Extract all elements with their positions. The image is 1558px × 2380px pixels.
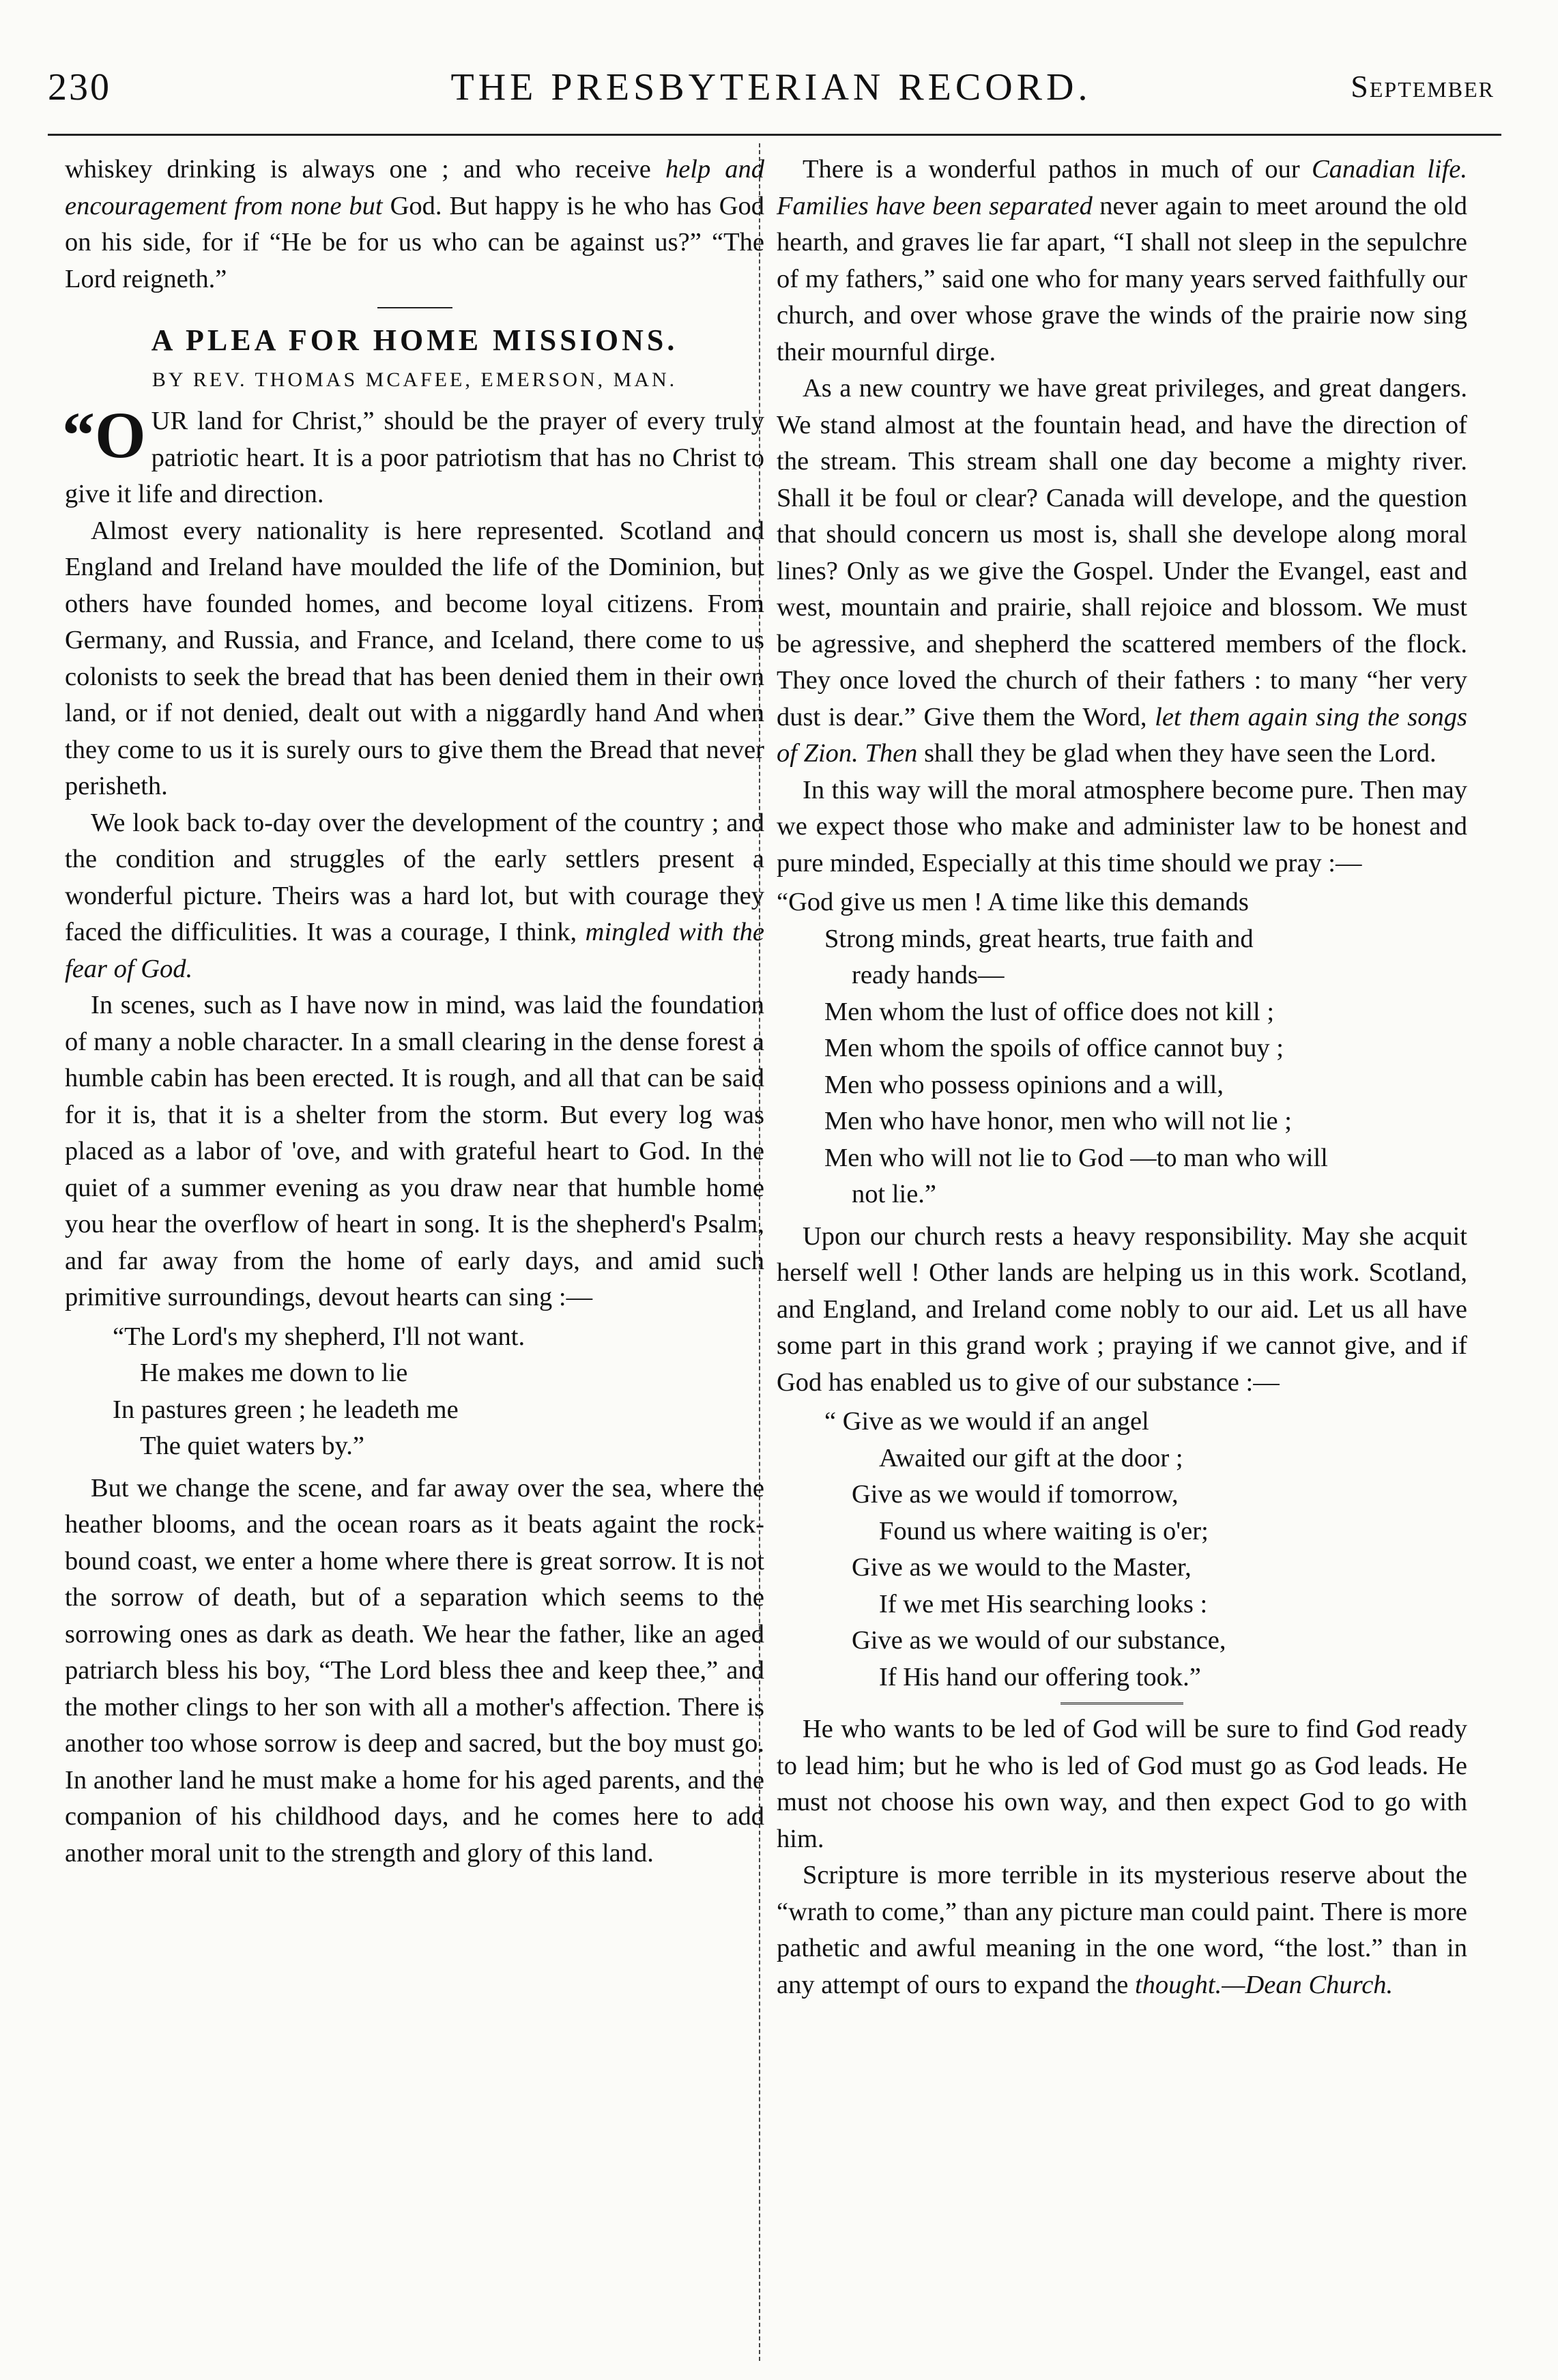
drop-cap: “O	[62, 398, 146, 471]
page-header	[48, 66, 1495, 113]
poem-line: In pastures green ; he leadeth me	[113, 1395, 459, 1424]
section-rule	[377, 307, 452, 308]
poem-line: Men who have honor, men who will not lie ;	[824, 1107, 1292, 1135]
publication-title: THE PRESBYTERIAN RECORD.	[450, 66, 1092, 108]
article-paragraph: Almost every nationality is here represented. Scotland and England and Ireland have moulded the life of the Dominion, but others have founded homes, and become loyal citizens. From Germany, and Russia, and France, and Iceland, there come to us colonists to seek the bread that has been denied them in their own land, or if not denied, dealt out with a niggardly hand And when they come to us it is surely ours to give them the Bread that never perisheth.	[65, 516, 764, 800]
section-rule	[1061, 1702, 1183, 1704]
poem-line: Give as we would to the Master,	[852, 1553, 1192, 1582]
poem-line: Give as we would if tomorrow,	[852, 1480, 1179, 1509]
poem-line: Found us where waiting is o'er;	[879, 1516, 1209, 1545]
article-heading: A PLEA FOR HOME MISSIONS.	[151, 323, 678, 357]
article-byline: BY REV. THOMAS MCAFEE, EMERSON, MAN.	[152, 368, 678, 391]
article-paragraph: In scenes, such as I have now in mind, was laid the foundation of many a noble character. In a small clearing in the dense forest a humble cabin has been erected. It is rough, and all that can be said for it is, that it is a shelter from the storm. But every log was placed as a labor of 'ove, and with grateful heart to God. In the quiet of a summer evening as you draw near that humble home you hear the overflow of heart in song. It is the shepherd's Psalm, and far away from the home of early days, and amid such primitive surroundings, devout hearts can sing :—	[65, 991, 764, 1311]
article-paragraph: We look back to-day over the development of the country ; and the condition and struggles of the early settlers present a wonderful picture. Theirs was a hard lot, but with courage they faced the difficulities. It was a courage, I think, mingled with the fear of God.	[65, 808, 764, 983]
poem-line: Men whom the spoils of office cannot buy ;	[824, 1034, 1284, 1062]
poem-shepherd-psalm	[65, 1319, 764, 1465]
poem-line: “The Lord's my shepherd, I'll not want.	[113, 1322, 525, 1351]
poem-line: The quiet waters by.”	[140, 1432, 364, 1460]
right-column	[777, 151, 1467, 2003]
article-paragraph: But we change the scene, and far away over the sea, where the heather blooms, and the ocean roars as it beats againt the rock-bound coast, we enter a home where there is great sorrow. It is not the sorrow of death, but of a separation which seems to the sorrowing ones as dark as death. We hear the father, like an aged patriarch bless his boy, “The Lord bless thee and keep thee,” and the mother clings to her son with all a mother's affection. There is another too whose sorrow is deep and sacred, but the boy must go. In another land he must make a home for his aged parents, and the companion of his childhood days, and he comes here to add another moral unit to the strength and glory of this land.	[65, 1473, 764, 1868]
continued-paragraph: whiskey drinking is always one ; and who receive help and encouragement from none but God. But happy is he who has God on his side, for if “He be for us who can be against us?” “The Lord reigneth.”	[65, 155, 765, 293]
poem-line: Awaited our gift at the door ;	[879, 1443, 1183, 1472]
poem-line: “God give us men ! A time like this demands	[777, 888, 1249, 916]
article-paragraph: In this way will the moral atmosphere become pure. Then may we expect those who make and administer law to be honest and pure minded, Especially at this time should we pray :—	[777, 775, 1467, 877]
poem-line: not lie.”	[852, 1180, 937, 1208]
poem-line: If His hand our offering took.”	[879, 1662, 1201, 1692]
poem-line: ready hands—	[852, 961, 1005, 989]
poem-line: Men who possess opinions and a will,	[824, 1070, 1224, 1099]
article-paragraph: Upon our church rests a heavy responsibility. May she acquit herself well ! Other lands are helping us in this work. Scotland, and England, and Ireland come nobly to our aid. Let us all have some part in this grand work ; praying if we cannot give, and if God has enabled us to give of our substance :—	[777, 1221, 1467, 1397]
poem-line: “ Give as we would if an angel	[824, 1407, 1149, 1436]
poem-line: Men who will not lie to God —to man who will	[824, 1143, 1328, 1172]
poem-line: If we met His searching looks :	[879, 1589, 1208, 1619]
poem-line: Men whom the lust of office does not kill ;	[824, 997, 1275, 1026]
poem-god-give-us-men	[777, 884, 1467, 1213]
poem-line: He makes me down to lie	[140, 1359, 408, 1387]
header-rule	[48, 134, 1501, 136]
article-paragraph: As a new country we have great privileges, and great dangers. We stand almost at the fountain head, and have the direction of the stream. This stream shall one day become a mighty river. Shall it be foul or clear? Canada will develope, and the question that should concern us most is, shall she develope along moral lines? Only as we give the Gospel. Under the Evangel, east and west, mountain and prairie, shall rejoice and blossom. We must be agressive, and shepherd the scattered members of the flock. They once loved the church of their fathers : to many “her very dust is dear.” Give them the Word, let them again sing the songs of Zion. Then shall they be glad when they have seen the Lord.	[777, 374, 1467, 768]
poem-give-as-we-would	[777, 1404, 1467, 1696]
article-paragraph: “OUR land for Christ,” should be the prayer of every truly patriotic heart. It is a poor patriotism that has no Christ to give it life and direction.	[62, 398, 764, 508]
left-column	[62, 151, 765, 1872]
poem-line: Strong minds, great hearts, true faith and	[824, 924, 1254, 953]
article-paragraph: Scripture is more terrible in its mysterious reserve about the “wrath to come,” than any picture man could paint. There is more pathetic and awful meaning in the one word, “the lost.” than in any attempt of ours to expand the thought.—Dean Church.	[777, 1861, 1467, 1999]
article-paragraph: He who wants to be led of God will be sure to find God ready to lead him; but he who is led of God must go as God leads. He must not choose his own way, and then expect God to go with him.	[777, 1715, 1467, 1853]
page-number: 230	[48, 66, 111, 108]
poem-line: Give as we would of our substance,	[852, 1626, 1226, 1655]
issue-month: September	[1351, 69, 1495, 104]
article-paragraph: There is a wonderful pathos in much of our Canadian life. Families have been separated never again to meet around the old hearth, and graves lie far apart, “I shall not sleep in the sepulchre of my fathers,” said one who for many years served faithfully our church, and over whose grave the winds of the prairie now sing their mournful dirge.	[777, 155, 1468, 366]
